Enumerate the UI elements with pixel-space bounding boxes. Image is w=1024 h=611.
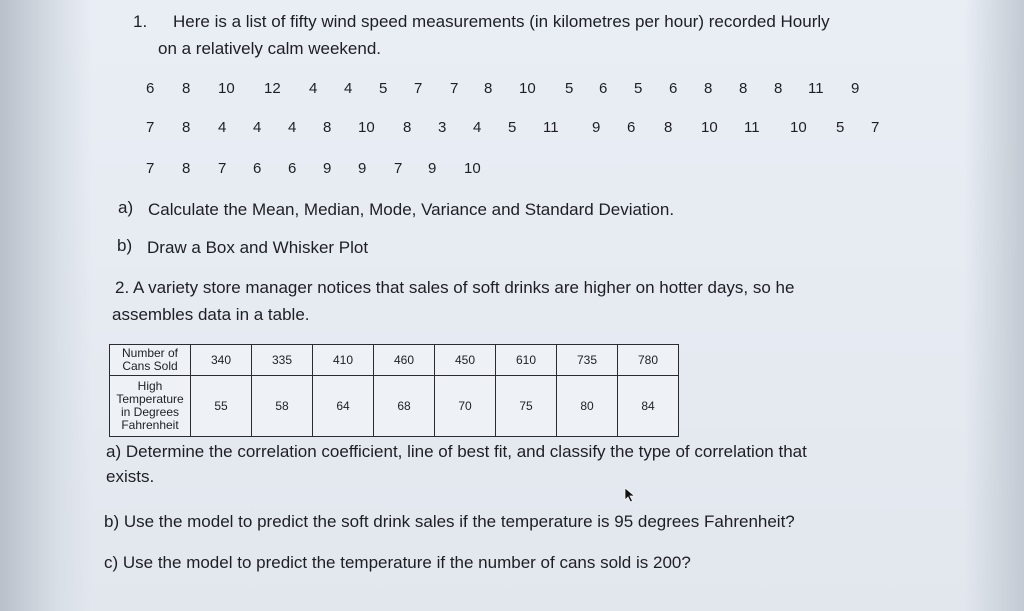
q1-number: 1. bbox=[133, 12, 148, 31]
data-value: 7 bbox=[450, 80, 459, 97]
data-value: 6 bbox=[669, 80, 678, 97]
data-value: 10 bbox=[701, 119, 718, 136]
table-cell: 450 bbox=[435, 345, 496, 376]
data-value: 11 bbox=[543, 119, 559, 136]
data-value: 8 bbox=[484, 80, 493, 97]
header-line: Fahrenheit bbox=[121, 418, 179, 432]
header-line: High bbox=[137, 379, 163, 393]
table-cell: 460 bbox=[374, 345, 435, 376]
header-line: Number of bbox=[121, 346, 179, 360]
table-cell: 68 bbox=[374, 376, 435, 437]
data-value: 6 bbox=[288, 160, 297, 177]
data-value: 8 bbox=[664, 119, 673, 136]
page-right-shadow bbox=[964, 0, 1024, 611]
data-value: 9 bbox=[323, 160, 332, 177]
q1-part-b-text: Draw a Box and Whisker Plot bbox=[147, 238, 369, 257]
q1-prompt-line1: Here is a list of fifty wind speed measurements (in kilometres per hour) recorded Hourly bbox=[173, 12, 830, 31]
data-value: 8 bbox=[323, 119, 332, 136]
data-value: 6 bbox=[599, 80, 608, 97]
data-value: 4 bbox=[309, 80, 318, 97]
data-value: 8 bbox=[704, 80, 713, 97]
data-value: 9 bbox=[428, 160, 437, 177]
table-cell: 84 bbox=[618, 376, 679, 437]
data-value: 7 bbox=[218, 160, 227, 177]
data-value: 8 bbox=[403, 119, 412, 136]
data-value: 6 bbox=[253, 160, 262, 177]
table-cell: 410 bbox=[313, 345, 374, 376]
data-value: 10 bbox=[464, 160, 481, 177]
table-cell: 735 bbox=[557, 345, 618, 376]
data-value: 4 bbox=[344, 80, 353, 97]
data-value: 11 bbox=[808, 80, 824, 97]
data-value: 7 bbox=[414, 80, 423, 97]
table-row-header-temperature bbox=[110, 376, 191, 437]
data-value: 3 bbox=[438, 119, 447, 136]
data-value: 4 bbox=[473, 119, 482, 136]
cans-temperature-table bbox=[109, 344, 679, 437]
data-value: 12 bbox=[264, 80, 281, 97]
q1-prompt-line2: on a relatively calm weekend. bbox=[158, 39, 382, 58]
page-left-shadow bbox=[0, 0, 92, 611]
q2-prompt-line2: assembles data in a table. bbox=[112, 305, 310, 324]
data-value: 9 bbox=[851, 80, 860, 97]
data-value: 4 bbox=[288, 119, 297, 136]
header-line: Temperature bbox=[116, 392, 184, 406]
data-value: 7 bbox=[394, 160, 403, 177]
data-value: 10 bbox=[218, 80, 235, 97]
data-value: 8 bbox=[774, 80, 783, 97]
header-line: Cans Sold bbox=[122, 359, 178, 373]
data-value: 10 bbox=[790, 119, 807, 136]
data-value: 9 bbox=[358, 160, 367, 177]
table-cell: 780 bbox=[618, 345, 679, 376]
data-value: 8 bbox=[182, 80, 191, 97]
table-cell: 58 bbox=[252, 376, 313, 437]
data-value: 7 bbox=[871, 119, 880, 136]
data-value: 7 bbox=[146, 160, 155, 177]
data-value: 9 bbox=[592, 119, 601, 136]
data-value: 6 bbox=[146, 80, 155, 97]
data-value: 5 bbox=[634, 80, 643, 97]
data-value: 5 bbox=[508, 119, 517, 136]
data-value: 7 bbox=[146, 119, 155, 136]
table-cell: 64 bbox=[313, 376, 374, 437]
header-line: in Degrees bbox=[120, 405, 180, 419]
data-value: 8 bbox=[182, 160, 191, 177]
q2-part-b-text: b) Use the model to predict the soft drink sales if the temperature is 95 degrees Fahrenheit? bbox=[104, 512, 795, 531]
q1-part-b-label: b) bbox=[117, 236, 133, 255]
q1-part-a-label: a) bbox=[118, 198, 134, 217]
table-row bbox=[110, 376, 679, 437]
data-value: 5 bbox=[836, 119, 845, 136]
table-row-header-cans bbox=[110, 345, 191, 376]
table-cell: 340 bbox=[191, 345, 252, 376]
q2-part-a-line1: a) Determine the correlation coefficient, line of best fit, and classify the type of correlation that bbox=[106, 442, 807, 461]
table-cell: 335 bbox=[252, 345, 313, 376]
data-value: 5 bbox=[565, 80, 574, 97]
data-value: 6 bbox=[627, 119, 636, 136]
data-value: 11 bbox=[744, 119, 760, 136]
mouse-pointer-icon bbox=[624, 487, 636, 503]
table-cell: 80 bbox=[557, 376, 618, 437]
data-value: 10 bbox=[358, 119, 375, 136]
q2-prompt-line1: 2. A variety store manager notices that sales of soft drinks are higher on hotter days, so he bbox=[115, 278, 795, 297]
data-value: 4 bbox=[218, 119, 227, 136]
table-cell: 75 bbox=[496, 376, 557, 437]
q2-part-c-text: c) Use the model to predict the temperature if the number of cans sold is 200? bbox=[104, 553, 691, 572]
data-value: 8 bbox=[739, 80, 748, 97]
data-value: 4 bbox=[253, 119, 262, 136]
table-cell: 55 bbox=[191, 376, 252, 437]
data-value: 8 bbox=[182, 119, 191, 136]
table-row bbox=[110, 345, 679, 376]
data-value: 10 bbox=[519, 80, 536, 97]
data-value: 5 bbox=[379, 80, 388, 97]
table-cell: 70 bbox=[435, 376, 496, 437]
table-cell: 610 bbox=[496, 345, 557, 376]
q1-part-a-text: Calculate the Mean, Median, Mode, Variance and Standard Deviation. bbox=[148, 200, 675, 219]
q2-part-a-line2: exists. bbox=[106, 467, 155, 486]
